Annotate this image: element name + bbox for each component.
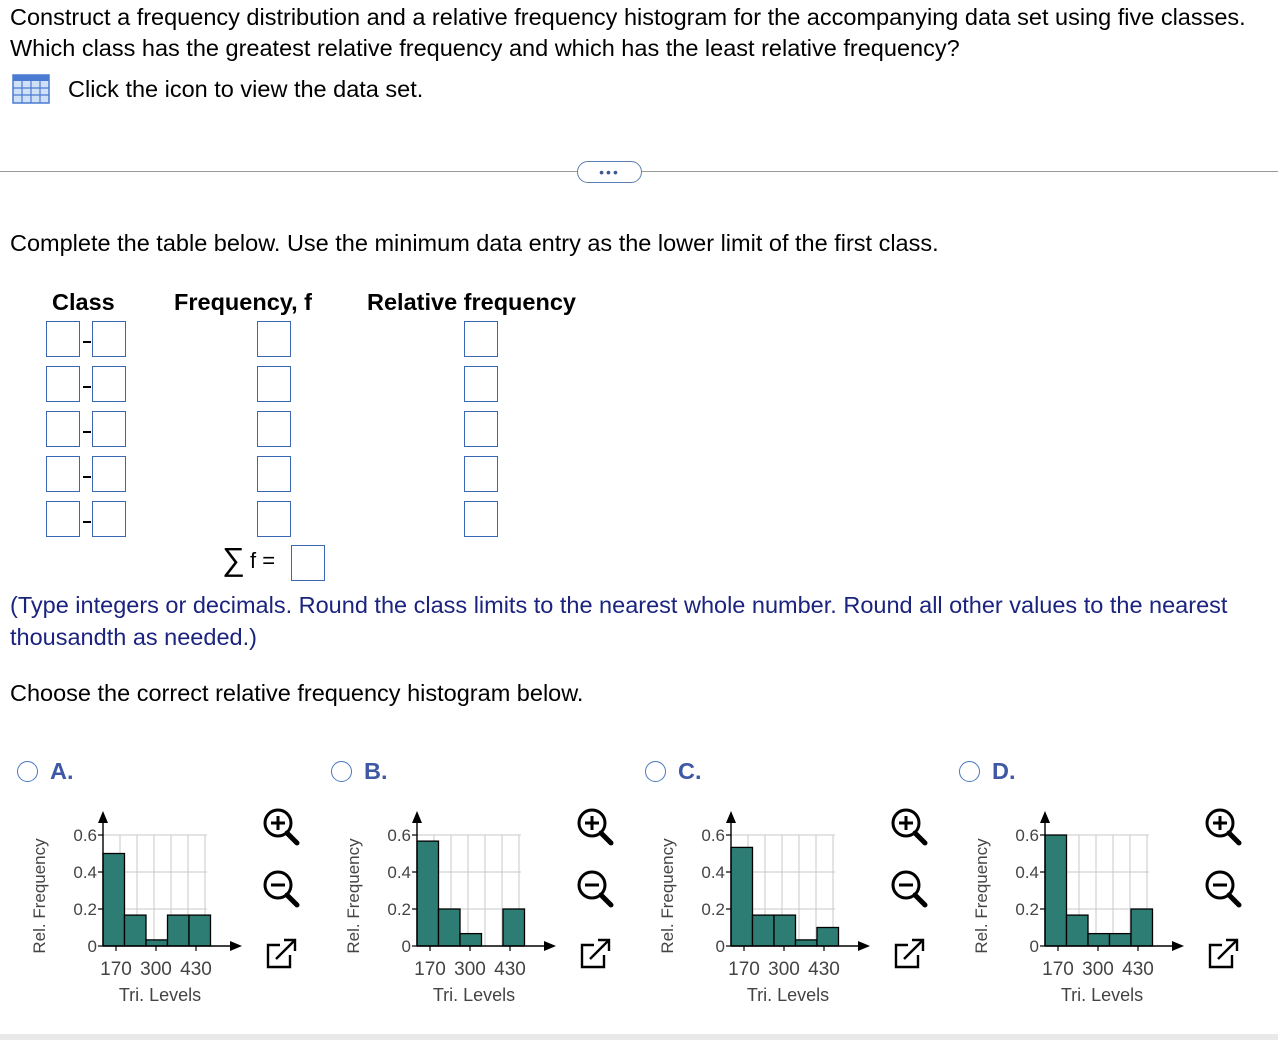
relative-frequency-input[interactable] bbox=[464, 411, 498, 447]
zoom-in-icon[interactable] bbox=[886, 806, 932, 846]
y-tick-label: 0.2 bbox=[1015, 900, 1039, 919]
histogram-bar bbox=[460, 934, 482, 946]
histogram-bar bbox=[503, 909, 525, 946]
table-icon[interactable] bbox=[12, 74, 50, 104]
option-c-label[interactable]: C. bbox=[678, 758, 702, 784]
y-axis-label: Rel. Frequency bbox=[972, 838, 991, 954]
choose-prompt: Choose the correct relative frequency histogram below. bbox=[10, 680, 584, 706]
zoom-in-icon[interactable] bbox=[1200, 806, 1246, 846]
histogram-bar bbox=[103, 854, 125, 947]
x-axis-label: Tri. Levels bbox=[746, 985, 830, 1005]
y-tick-label: 0 bbox=[401, 937, 411, 956]
y-tick-label: 0 bbox=[87, 937, 97, 956]
class-limit-separator bbox=[83, 341, 91, 343]
y-tick-label: 0.4 bbox=[73, 863, 97, 882]
x-tick-label: 170 bbox=[100, 959, 132, 980]
relative-frequency-input[interactable] bbox=[464, 366, 498, 402]
class-header: Class bbox=[52, 289, 115, 315]
y-tick-label: 0.4 bbox=[1015, 863, 1039, 882]
x-tick-label: 300 bbox=[454, 959, 486, 980]
option-d[interactable] bbox=[959, 758, 1016, 785]
data-set-link[interactable] bbox=[12, 74, 423, 104]
y-tick-label: 0.2 bbox=[701, 900, 725, 919]
histogram-b bbox=[342, 795, 582, 1025]
x-axis-arrow bbox=[1172, 941, 1184, 951]
histogram-bar bbox=[417, 841, 439, 946]
y-axis-label: Rel. Frequency bbox=[30, 838, 49, 954]
histogram-bar bbox=[1045, 835, 1067, 946]
x-tick-label: 300 bbox=[1082, 959, 1114, 980]
option-c-radio[interactable] bbox=[645, 761, 666, 782]
histogram-bar bbox=[753, 915, 775, 946]
y-axis-label: Rel. Frequency bbox=[658, 838, 677, 954]
relative-frequency-header: Relative frequency bbox=[367, 289, 576, 315]
relative-frequency-input[interactable] bbox=[464, 321, 498, 357]
question-text: Construct a frequency distribution and a relative frequency histogram for the accompanying data set using five classes. Which class has the greatest relative frequency and which has the least relative frequency? bbox=[10, 4, 1246, 61]
histogram-bar bbox=[796, 940, 818, 946]
option-c[interactable] bbox=[645, 758, 702, 785]
class-limit-separator bbox=[83, 386, 91, 388]
class-lower-input[interactable] bbox=[46, 456, 80, 492]
x-axis-label: Tri. Levels bbox=[1060, 985, 1144, 1005]
x-tick-label: 430 bbox=[1122, 959, 1154, 980]
histogram-bar bbox=[1067, 915, 1089, 946]
expand-icon[interactable] bbox=[1200, 935, 1246, 975]
x-axis-arrow bbox=[544, 941, 556, 951]
histogram-bar bbox=[168, 915, 190, 946]
frequency-input[interactable] bbox=[257, 411, 291, 447]
y-axis-label: Rel. Frequency bbox=[344, 838, 363, 954]
sum-input[interactable] bbox=[291, 545, 325, 581]
y-tick-label: 0 bbox=[1029, 937, 1039, 956]
x-tick-label: 300 bbox=[140, 959, 172, 980]
class-lower-input[interactable] bbox=[46, 411, 80, 447]
y-axis-arrow bbox=[1040, 811, 1050, 823]
y-tick-label: 0.2 bbox=[73, 900, 97, 919]
zoom-out-icon[interactable] bbox=[1200, 868, 1246, 908]
class-upper-input[interactable] bbox=[92, 411, 126, 447]
class-limit-separator bbox=[83, 431, 91, 433]
x-axis-label: Tri. Levels bbox=[118, 985, 202, 1005]
y-axis-arrow bbox=[98, 811, 108, 823]
more-button[interactable]: ••• bbox=[577, 161, 642, 183]
histogram-a bbox=[28, 795, 268, 1025]
frequency-input[interactable] bbox=[257, 501, 291, 537]
relative-frequency-input[interactable] bbox=[464, 456, 498, 492]
histogram-bar bbox=[1088, 934, 1110, 946]
histogram-bar bbox=[1110, 934, 1132, 946]
expand-icon[interactable] bbox=[572, 935, 618, 975]
option-a-radio[interactable] bbox=[17, 761, 38, 782]
x-tick-label: 170 bbox=[414, 959, 446, 980]
class-lower-input[interactable] bbox=[46, 321, 80, 357]
x-axis-arrow bbox=[230, 941, 242, 951]
class-upper-input[interactable] bbox=[92, 456, 126, 492]
option-b-radio[interactable] bbox=[331, 761, 352, 782]
class-upper-input[interactable] bbox=[92, 501, 126, 537]
option-d-label[interactable]: D. bbox=[992, 758, 1016, 784]
zoom-in-icon[interactable] bbox=[258, 806, 304, 846]
y-tick-label: 0.6 bbox=[387, 826, 411, 845]
bottom-strip bbox=[0, 1034, 1278, 1040]
option-d-radio[interactable] bbox=[959, 761, 980, 782]
histogram-bar bbox=[774, 915, 796, 946]
option-a-label[interactable]: A. bbox=[50, 758, 74, 784]
y-tick-label: 0 bbox=[715, 937, 725, 956]
frequency-input[interactable] bbox=[257, 366, 291, 402]
y-axis-arrow bbox=[412, 811, 422, 823]
histogram-bar bbox=[731, 847, 753, 946]
frequency-input[interactable] bbox=[257, 456, 291, 492]
option-b-label[interactable]: B. bbox=[364, 758, 388, 784]
expand-icon[interactable] bbox=[258, 935, 304, 975]
option-a[interactable] bbox=[17, 758, 74, 785]
option-b[interactable] bbox=[331, 758, 388, 785]
y-tick-label: 0.6 bbox=[73, 826, 97, 845]
y-tick-label: 0.4 bbox=[701, 863, 725, 882]
zoom-out-icon[interactable] bbox=[886, 868, 932, 908]
x-axis-label: Tri. Levels bbox=[432, 985, 516, 1005]
rounding-note: (Type integers or decimals. Round the class limits to the nearest whole number. Round all other values to the nearest thousandth as needed.) bbox=[10, 592, 1228, 650]
histogram-bar bbox=[817, 928, 839, 947]
class-upper-input[interactable] bbox=[92, 321, 126, 357]
histogram-c bbox=[656, 795, 896, 1025]
zoom-out-icon[interactable] bbox=[572, 868, 618, 908]
x-tick-label: 170 bbox=[728, 959, 760, 980]
x-tick-label: 430 bbox=[808, 959, 840, 980]
x-tick-label: 430 bbox=[180, 959, 212, 980]
class-lower-input[interactable] bbox=[46, 366, 80, 402]
histogram-bar bbox=[1131, 909, 1153, 946]
histogram-bar bbox=[189, 915, 211, 946]
x-tick-label: 430 bbox=[494, 959, 526, 980]
zoom-out-icon[interactable] bbox=[258, 868, 304, 908]
expand-icon[interactable] bbox=[886, 935, 932, 975]
histogram-bar bbox=[125, 915, 147, 946]
instruction-text: Complete the table below. Use the minimum data entry as the lower limit of the first class. bbox=[10, 230, 939, 256]
frequency-header: Frequency, f bbox=[174, 289, 312, 315]
class-lower-input[interactable] bbox=[46, 501, 80, 537]
class-upper-input[interactable] bbox=[92, 366, 126, 402]
y-tick-label: 0.6 bbox=[1015, 826, 1039, 845]
x-axis-arrow bbox=[858, 941, 870, 951]
x-tick-label: 300 bbox=[768, 959, 800, 980]
class-limit-separator bbox=[83, 521, 91, 523]
relative-frequency-input[interactable] bbox=[464, 501, 498, 537]
sum-label: f = bbox=[250, 548, 276, 573]
zoom-in-icon[interactable] bbox=[572, 806, 618, 846]
y-tick-label: 0.6 bbox=[701, 826, 725, 845]
histogram-bar bbox=[146, 940, 168, 946]
histogram-d bbox=[970, 795, 1210, 1025]
class-limit-separator bbox=[83, 476, 91, 478]
sigma-symbol: ∑ bbox=[222, 541, 245, 577]
data-set-link-text[interactable]: Click the icon to view the data set. bbox=[68, 75, 424, 102]
histogram-bar bbox=[439, 909, 461, 946]
y-tick-label: 0.4 bbox=[387, 863, 411, 882]
frequency-input[interactable] bbox=[257, 321, 291, 357]
y-axis-arrow bbox=[726, 811, 736, 823]
y-tick-label: 0.2 bbox=[387, 900, 411, 919]
x-tick-label: 170 bbox=[1042, 959, 1074, 980]
